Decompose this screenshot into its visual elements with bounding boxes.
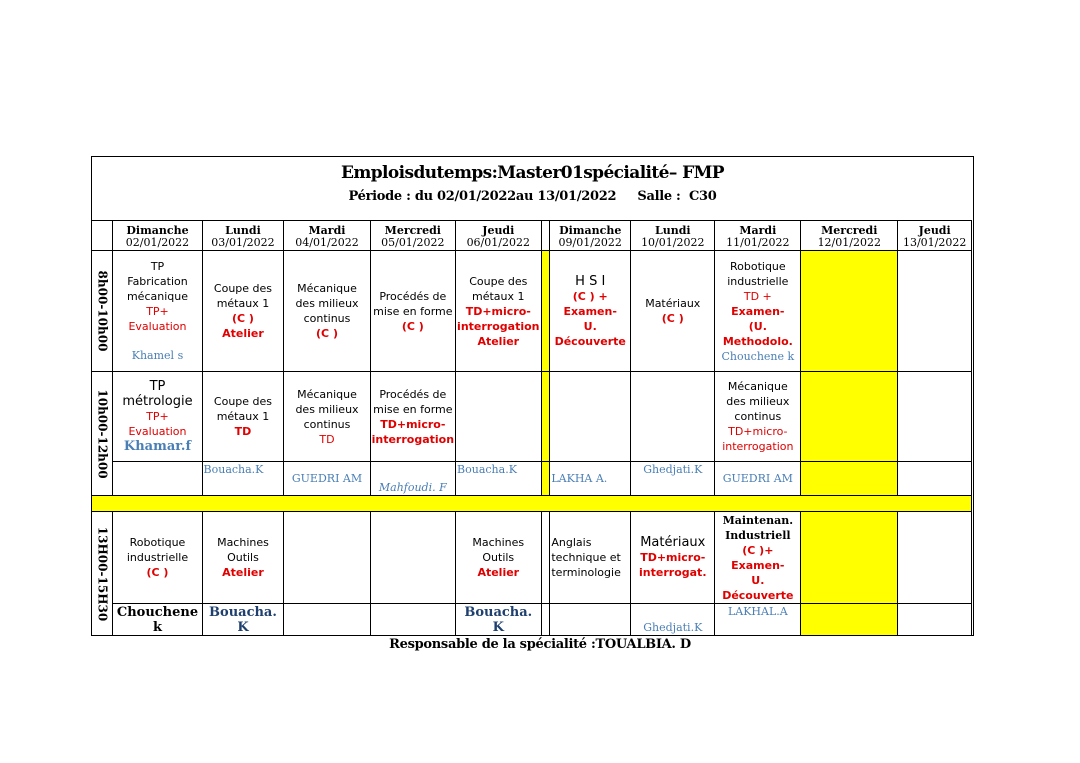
session-kind: U. [751, 573, 765, 587]
course-name: H S I [575, 273, 606, 289]
course-name: Robotique [129, 536, 186, 549]
course-name: continus [303, 312, 351, 325]
day-header [202, 221, 284, 251]
session-kind: TP+ [146, 305, 169, 318]
session-kind: (C ) + [572, 289, 608, 303]
session-kind: (C )+ [742, 543, 774, 557]
empty-cell [898, 251, 972, 372]
session-cell [715, 512, 801, 604]
teacher-name [202, 604, 284, 636]
session-kind: TD+micro- [640, 551, 706, 564]
day-date: 03/01/2022 [211, 236, 275, 249]
course-name: Anglais [551, 536, 592, 549]
separator-column [541, 512, 550, 604]
slot-row-2 [92, 372, 972, 462]
time-slot-label: 13H00-15H30 [95, 526, 110, 621]
session-cell [202, 512, 284, 604]
teacher-name: GUEDRI AM [284, 462, 370, 496]
course-name: Matériaux [645, 297, 701, 310]
day-date: 13/01/2022 [902, 236, 967, 249]
teacher-name-line: K [237, 619, 249, 635]
time-slot-cell [92, 251, 113, 372]
session-cell [631, 251, 715, 372]
empty-cell [284, 512, 370, 604]
empty-cell [550, 604, 631, 636]
timetable-sheet [91, 156, 974, 636]
session-kind: interrogat. [639, 566, 707, 579]
teacher-name: GUEDRI AM [715, 462, 801, 496]
specialty-responsible: Responsable de la spécialité :TOUALBIA. D [389, 637, 691, 652]
session-cell [202, 251, 284, 372]
course-name: mise en forme [373, 402, 453, 416]
time-slot-cell [92, 372, 113, 496]
session-type: TP [150, 260, 165, 273]
session-kind: Examen- [731, 558, 785, 572]
session-kind: TP+ [146, 410, 169, 423]
day-header-row [92, 221, 972, 251]
session-kind: Evaluation [128, 425, 187, 438]
session-cell [715, 251, 801, 372]
course-name: Procédés de [379, 387, 447, 401]
day-name: Jeudi [918, 224, 951, 237]
teacher-name: Bouacha.K [202, 462, 284, 496]
day-name: Lundi [225, 224, 261, 237]
teacher-row-2 [92, 462, 972, 496]
course-name: Matériaux [640, 535, 706, 550]
session-cell [113, 372, 202, 462]
period-subtitle: Période : du 02/01/2022au 13/01/2022 Salle : C30 [348, 189, 717, 204]
day-header [284, 221, 370, 251]
course-name: des milieux [295, 402, 359, 416]
day-name: Dimanche [126, 224, 189, 237]
session-kind: TD + [743, 289, 772, 303]
session-location: Atelier [222, 566, 264, 579]
day-name: Jeudi [482, 224, 515, 237]
course-name: Coupe des [213, 282, 273, 295]
empty-cell [113, 462, 202, 496]
course-name: industrielle [727, 274, 789, 288]
day-name: Mercredi [821, 224, 878, 237]
schedule-table [91, 220, 972, 636]
day-header [370, 221, 455, 251]
session-location: Atelier [477, 566, 520, 579]
session-kind: TD+micro- [728, 425, 788, 438]
session-cell [456, 251, 541, 372]
session-kind: TD [234, 425, 252, 438]
day-date: 02/01/2022 [125, 236, 190, 249]
day-date: 06/01/2022 [466, 236, 530, 249]
teacher-name [113, 604, 202, 636]
course-name: Outils [227, 551, 259, 564]
course-name: Procédés de [379, 289, 447, 303]
separator-column [541, 604, 550, 636]
course-name: continus [734, 410, 782, 423]
session-cell [631, 512, 715, 604]
day-header [456, 221, 541, 251]
session-location: Atelier [222, 327, 264, 340]
lunch-break-bar [92, 496, 972, 512]
teacher-name: LAKHA A. [550, 462, 631, 496]
teacher-name-line: K [492, 619, 504, 635]
time-slot-label: 10h00-12h00 [95, 388, 110, 479]
slot-row-3 [92, 512, 972, 604]
session-cell [284, 372, 370, 462]
course-name: mécanique [126, 290, 188, 303]
teacher-name: Khamel s [131, 349, 184, 362]
day-header [801, 221, 898, 251]
teacher-name-line: Bouacha. [464, 604, 533, 620]
session-cell [550, 251, 631, 372]
empty-cell [631, 372, 715, 462]
empty-day-cell [801, 512, 898, 604]
empty-cell [898, 604, 972, 636]
course-name: Coupe des [213, 395, 273, 408]
teacher-name-line: Bouacha. [209, 604, 277, 620]
empty-day-cell [801, 372, 898, 462]
course-name: Industriell [725, 528, 791, 542]
break-row [92, 496, 972, 512]
course-name: Mécanique [297, 282, 357, 295]
corner-cell [92, 221, 113, 251]
time-slot-cell [92, 512, 113, 636]
session-kind: (C ) [401, 319, 424, 333]
teacher-name: Bouacha.K [456, 462, 541, 496]
empty-cell [370, 604, 455, 636]
session-kind: interrogation [722, 440, 794, 453]
day-name: Lundi [654, 224, 691, 237]
day-name: Mardi [739, 224, 777, 237]
session-cell [715, 372, 801, 462]
session-kind: TD [319, 432, 335, 446]
session-cell [113, 251, 202, 372]
empty-day-cell [801, 462, 898, 496]
teacher-name: Khamar.f [123, 439, 192, 454]
separator-column [541, 251, 550, 372]
teacher-name: Ghedjati.K [631, 604, 715, 636]
empty-cell [898, 462, 972, 496]
empty-day-cell [801, 604, 898, 636]
session-cell [370, 372, 455, 462]
course-name: continus [303, 417, 351, 431]
teacher-row-3 [92, 604, 972, 636]
course-name: métaux 1 [216, 297, 270, 310]
course-name: métrologie [122, 394, 193, 409]
empty-cell [456, 372, 541, 462]
day-name: Mardi [308, 224, 346, 237]
empty-day-cell [801, 251, 898, 372]
day-date: 09/01/2022 [558, 236, 622, 249]
session-kind: Découverte [722, 588, 794, 602]
day-date: 12/01/2022 [817, 236, 881, 249]
session-cell [456, 512, 541, 604]
teacher-name-line: k [152, 619, 162, 635]
course-name: Robotique [729, 259, 786, 273]
teacher-name: Mahfoudi. F [370, 462, 455, 496]
course-name: Outils [482, 551, 515, 564]
course-name: technique et [551, 551, 621, 564]
course-name: des milieux [726, 395, 790, 408]
course-name: Coupe des [469, 274, 528, 288]
day-header [631, 221, 715, 251]
session-kind: Examen- [731, 304, 785, 318]
session-cell [550, 512, 631, 604]
session-kind: Découverte [554, 334, 626, 348]
course-name: des milieux [295, 297, 359, 310]
course-name: Mécanique [297, 387, 357, 401]
course-name: Mécanique [727, 380, 788, 393]
session-cell [370, 251, 455, 372]
day-date: 04/01/2022 [295, 236, 359, 249]
session-location: Atelier [477, 334, 520, 348]
course-name: Machines [217, 536, 269, 549]
day-header [550, 221, 631, 251]
empty-cell [898, 512, 972, 604]
course-name: mise en forme [373, 304, 453, 318]
session-cell [202, 372, 284, 462]
session-kind: TD+micro- [380, 417, 446, 431]
separator-column [541, 372, 550, 462]
session-kind: Examen- [563, 304, 617, 318]
teacher-name-line: Chouchene [116, 604, 199, 620]
day-date: 10/01/2022 [641, 236, 705, 249]
day-header [113, 221, 202, 251]
course-name: Machines [472, 536, 525, 549]
session-kind: (U. [748, 319, 767, 333]
empty-cell [370, 512, 455, 604]
course-name: métaux 1 [216, 410, 270, 423]
session-kind: (C ) [231, 312, 254, 325]
session-kind: TD+micro- [465, 304, 531, 318]
day-name: Mercredi [384, 224, 441, 237]
session-cell [284, 251, 370, 372]
day-date: 05/01/2022 [381, 236, 445, 249]
session-kind: interrogation [371, 432, 455, 446]
session-kind: (C ) [146, 566, 169, 579]
day-header [715, 221, 801, 251]
teacher-name: LAKHAL.A [715, 604, 801, 636]
session-kind: (C ) [316, 327, 338, 340]
empty-cell [898, 372, 972, 462]
session-type: TP [149, 379, 166, 394]
teacher-name [456, 604, 541, 636]
empty-cell [550, 372, 631, 462]
day-name: Dimanche [559, 224, 622, 237]
title-block [92, 157, 973, 220]
teacher-name: Ghedjati.K [631, 462, 715, 496]
teacher-name: Chouchene k [721, 349, 795, 363]
session-kind: Evaluation [128, 320, 187, 333]
course-name: Maintenan. [722, 513, 794, 527]
separator-column [541, 462, 550, 496]
session-kind: U. [583, 319, 597, 333]
session-kind: Methodolo. [722, 334, 793, 348]
slot-row-1 [92, 251, 972, 372]
day-header [898, 221, 972, 251]
time-slot-label: 8h00-10h00 [95, 270, 110, 352]
session-kind: interrogation [457, 319, 540, 333]
session-cell [113, 512, 202, 604]
course-name: industrielle [126, 551, 189, 564]
course-name: métaux 1 [472, 289, 525, 303]
course-name: Fabrication [127, 275, 188, 288]
day-date: 11/01/2022 [726, 236, 790, 249]
course-name: terminologie [551, 566, 621, 579]
empty-cell [284, 604, 370, 636]
page-title: Emploisdutemps:Master01spécialité– FMP [341, 163, 724, 183]
session-kind: (C ) [661, 312, 684, 325]
separator-column [541, 221, 550, 251]
